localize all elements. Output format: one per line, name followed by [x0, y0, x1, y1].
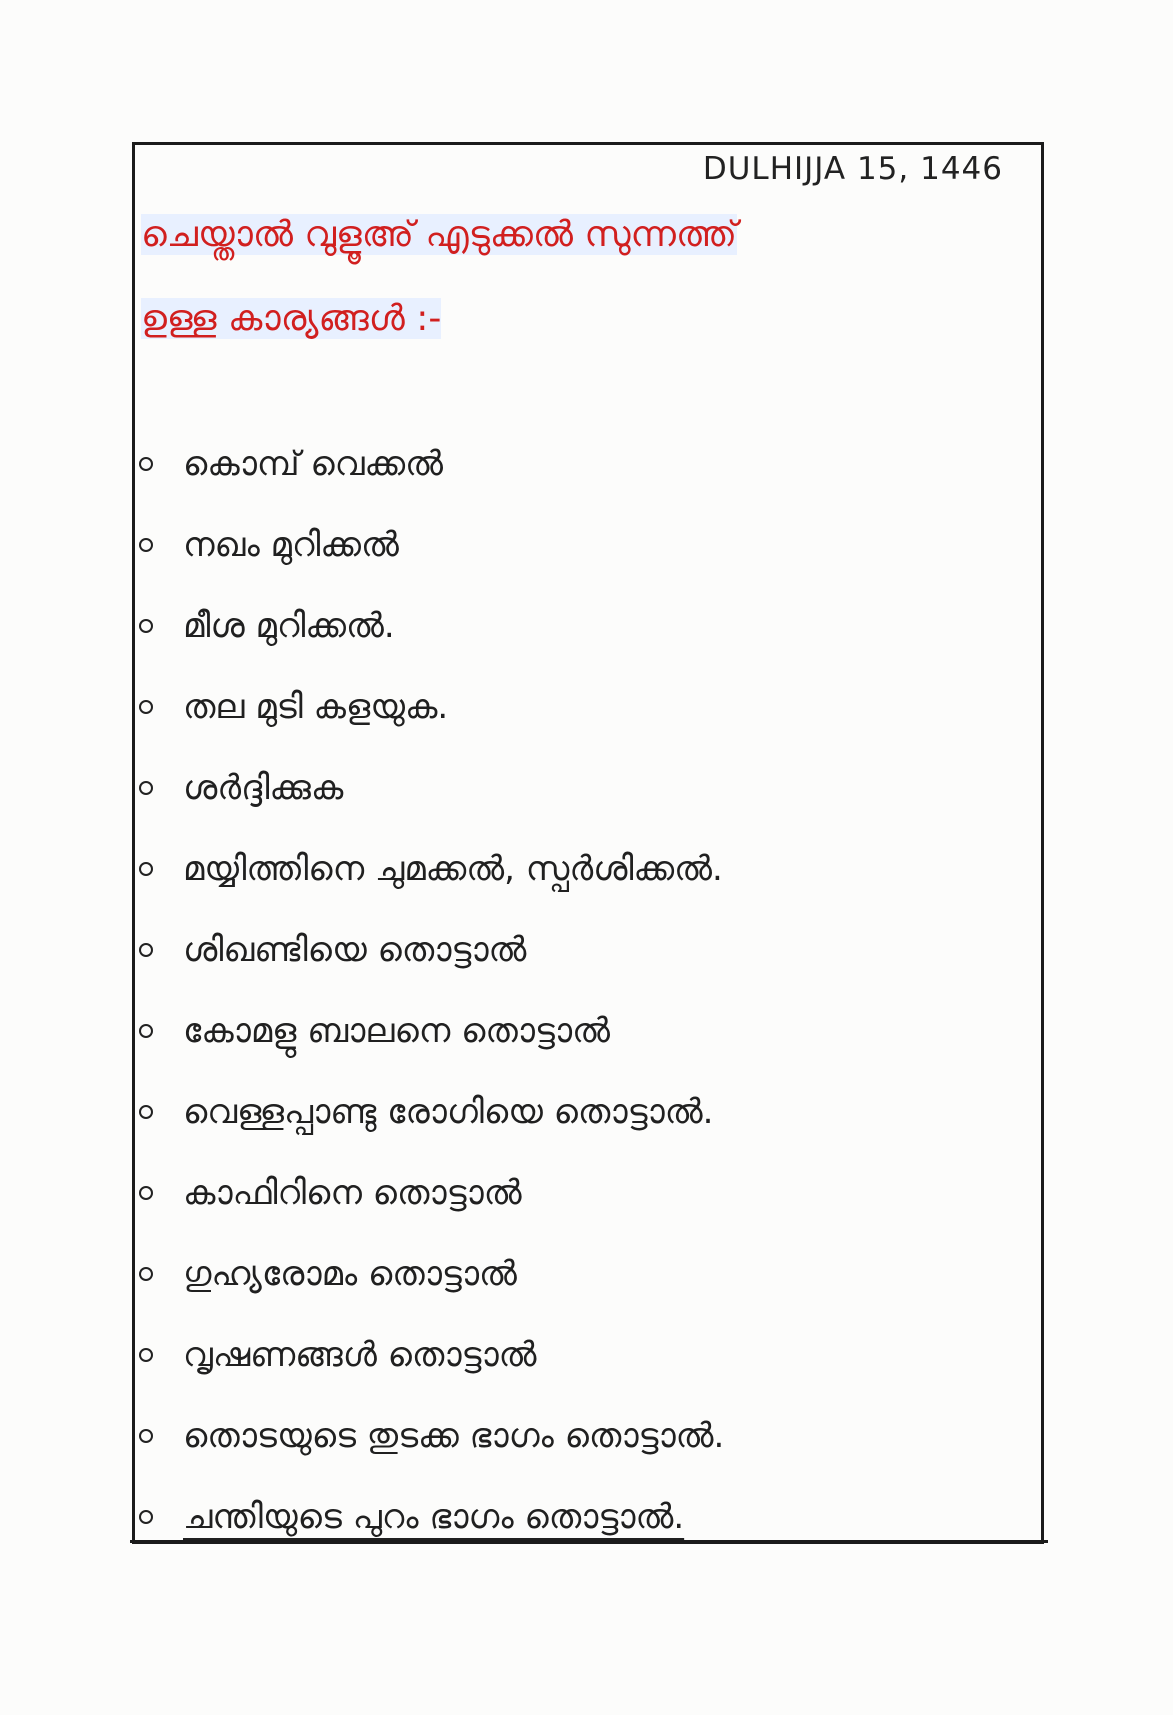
date-label: DULHIJJA 15, 1446 — [702, 151, 1003, 187]
list-item-text: നഖം മുറിക്കൽ — [183, 524, 399, 565]
list-item — [135, 990, 1035, 1071]
list-item — [135, 1233, 1035, 1314]
bullet-icon — [139, 862, 153, 876]
list-item — [135, 1152, 1035, 1233]
list-item — [135, 1395, 1035, 1476]
list-item-text: മീശ മുറിക്കൽ. — [183, 605, 395, 646]
bullet-icon — [139, 538, 153, 552]
bullet-icon — [139, 1267, 153, 1281]
list-item — [135, 504, 1035, 585]
page-title — [141, 193, 1041, 361]
list-item-text: മയ്യിത്തിനെ ചുമക്കൽ, സ്പർശിക്കൽ. — [183, 848, 723, 889]
bullet-icon — [139, 1510, 153, 1524]
bullet-icon — [139, 700, 153, 714]
list-item-text: ഗുഹ്യരോമം തൊട്ടാൽ — [183, 1253, 517, 1294]
list-item-text: കൊമ്പ് വെക്കൽ — [183, 443, 444, 484]
bottom-rule-divider — [130, 1540, 1048, 1543]
list-item — [135, 828, 1035, 909]
list-item — [135, 585, 1035, 666]
list-item-text: തൊടയുടെ തുടക്ക ഭാഗം തൊട്ടാൽ. — [183, 1415, 725, 1456]
list-item-text: വൃഷണങ്ങൾ തൊട്ടാൽ — [183, 1334, 537, 1375]
list-item-text: കാഫിറിനെ തൊട്ടാൽ — [183, 1172, 522, 1213]
bullet-icon — [139, 943, 153, 957]
bullet-icon — [139, 1105, 153, 1119]
list-item-text: വെള്ളപ്പാണ്ടു രോഗിയെ തൊട്ടാൽ. — [183, 1091, 714, 1132]
list-item — [135, 909, 1035, 990]
page-border — [132, 142, 1044, 1544]
bullet-icon — [139, 1348, 153, 1362]
list-item-text: ശർദ്ദിക്കുക — [183, 767, 344, 808]
list-item — [135, 666, 1035, 747]
bullet-icon — [139, 1429, 153, 1443]
bullet-icon — [139, 457, 153, 471]
title-line-2: ഉള്ള കാര്യങ്ങൾ :- — [141, 298, 442, 339]
list-item — [135, 423, 1035, 504]
list-item-text: തല മുടി കളയുക. — [183, 686, 449, 727]
bullet-icon — [139, 781, 153, 795]
bullet-icon — [139, 1186, 153, 1200]
list-item — [135, 1476, 1035, 1557]
list-item-text: ശിഖണ്ടിയെ തൊട്ടാൽ — [183, 929, 527, 970]
list-item — [135, 747, 1035, 828]
list-item-text: കോമളു ബാലനെ തൊട്ടാൽ — [183, 1010, 610, 1051]
bullet-icon — [139, 619, 153, 633]
list-item — [135, 1071, 1035, 1152]
bullet-icon — [139, 1024, 153, 1038]
list-item-text: ചന്തിയുടെ പുറം ഭാഗം തൊട്ടാൽ. — [183, 1496, 685, 1537]
item-list — [135, 423, 1035, 1557]
title-line-1: ചെയ്താൽ വുളൂഅ് എടുക്കൽ സുന്നത്ത് — [141, 214, 737, 255]
list-item — [135, 1314, 1035, 1395]
